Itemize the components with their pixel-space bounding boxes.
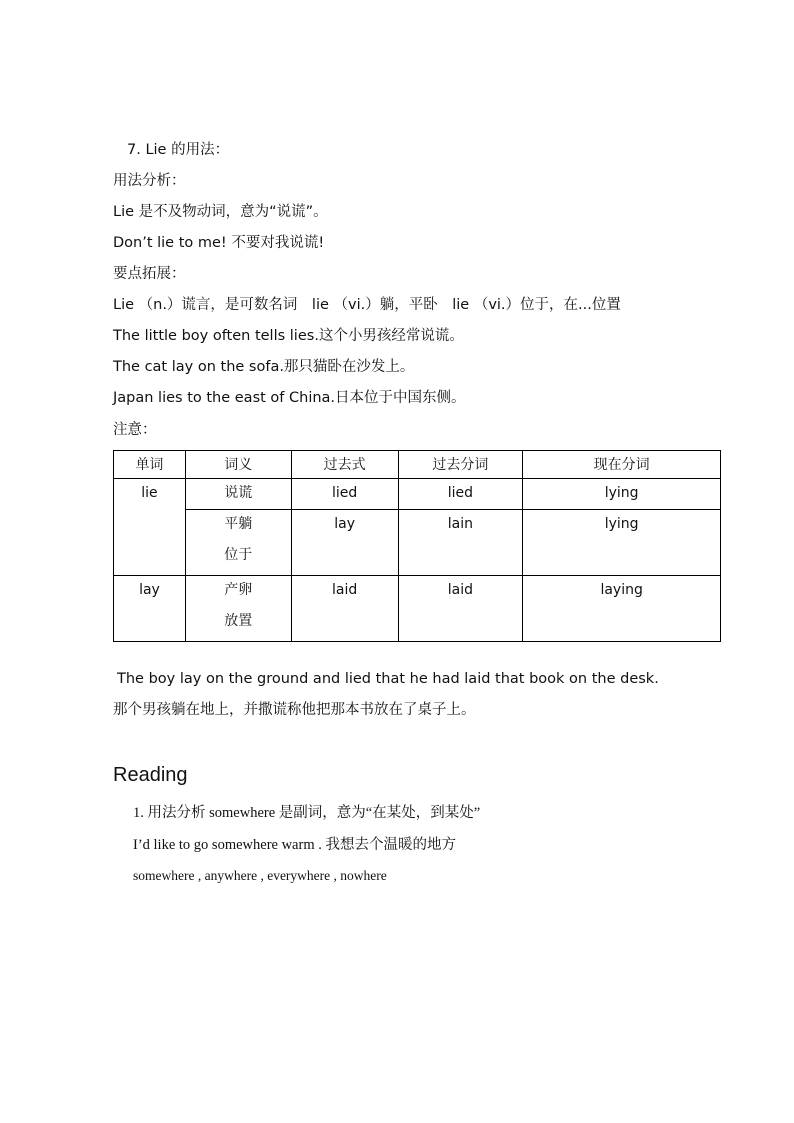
analysis-text: Lie 是不及物动词，意为“说谎”。 xyxy=(113,204,328,220)
meaning-cell xyxy=(185,576,291,642)
past-cell: lay xyxy=(291,510,398,576)
past-participle-cell: lied xyxy=(398,479,523,510)
extension-text: Lie （n.）谎言，是可数名词 lie （vi.）躺，平卧 lie （vi.）位于，在...位置 xyxy=(113,297,621,313)
section7-title: 7. Lie 的用法： xyxy=(127,142,230,158)
present-participle-cell: lying xyxy=(523,479,721,510)
past-participle-cell: lain xyxy=(398,510,523,576)
present-participle-cell: laying xyxy=(523,576,721,642)
summary-chinese: 那个男孩躺在地上，并撒谎称他把那本书放在了桌子上。 xyxy=(113,702,476,718)
header-cell: 现在分词 xyxy=(523,451,721,479)
word-cell: lie xyxy=(114,479,186,576)
present-participle-cell: lying xyxy=(523,510,721,576)
header-cell: 过去式 xyxy=(291,451,398,479)
example-line: The little boy often tells lies.这个小男孩经常说谎。 xyxy=(113,328,464,344)
meaning-text: 位于 xyxy=(224,547,253,563)
past-cell: laid xyxy=(291,576,398,642)
reading-heading: Reading xyxy=(113,764,188,786)
meaning-text: 放置 xyxy=(224,613,253,629)
word-cell: lay xyxy=(114,576,186,642)
header-cell: 过去分词 xyxy=(398,451,523,479)
table-row xyxy=(114,576,721,642)
analysis-label: 用法分析： xyxy=(113,173,186,189)
meaning-text: 平躺 xyxy=(224,516,253,532)
word-forms-table xyxy=(113,450,721,642)
meaning-text: 产卵 xyxy=(224,582,253,598)
note-label: 注意： xyxy=(113,422,157,438)
reading-words: somewhere , anywhere , everywhere , nowhere xyxy=(133,868,387,883)
example-line: Japan lies to the east of China.日本位于中国东侧。 xyxy=(113,390,466,406)
past-participle-cell: laid xyxy=(398,576,523,642)
past-cell: lied xyxy=(291,479,398,510)
table-header-row xyxy=(114,451,721,479)
summary-english: The boy lay on the ground and lied that he had laid that book on the desk. xyxy=(117,671,659,687)
reading-example: I’d like to go somewhere warm . 我想去个温暖的地方 xyxy=(133,837,456,853)
header-cell: 单词 xyxy=(114,451,186,479)
meaning-cell: 说谎 xyxy=(185,479,291,510)
example-line: Don’t lie to me! 不要对我说谎! xyxy=(113,235,325,251)
meaning-cell xyxy=(185,510,291,576)
table-row xyxy=(114,510,721,576)
reading-item: 1. 用法分析 somewhere 是副词，意为“在某处，到某处” xyxy=(133,805,481,821)
table-row xyxy=(114,479,721,510)
example-line: The cat lay on the sofa.那只猫卧在沙发上。 xyxy=(113,359,415,375)
header-cell: 词义 xyxy=(185,451,291,479)
extension-label: 要点拓展： xyxy=(113,266,186,282)
